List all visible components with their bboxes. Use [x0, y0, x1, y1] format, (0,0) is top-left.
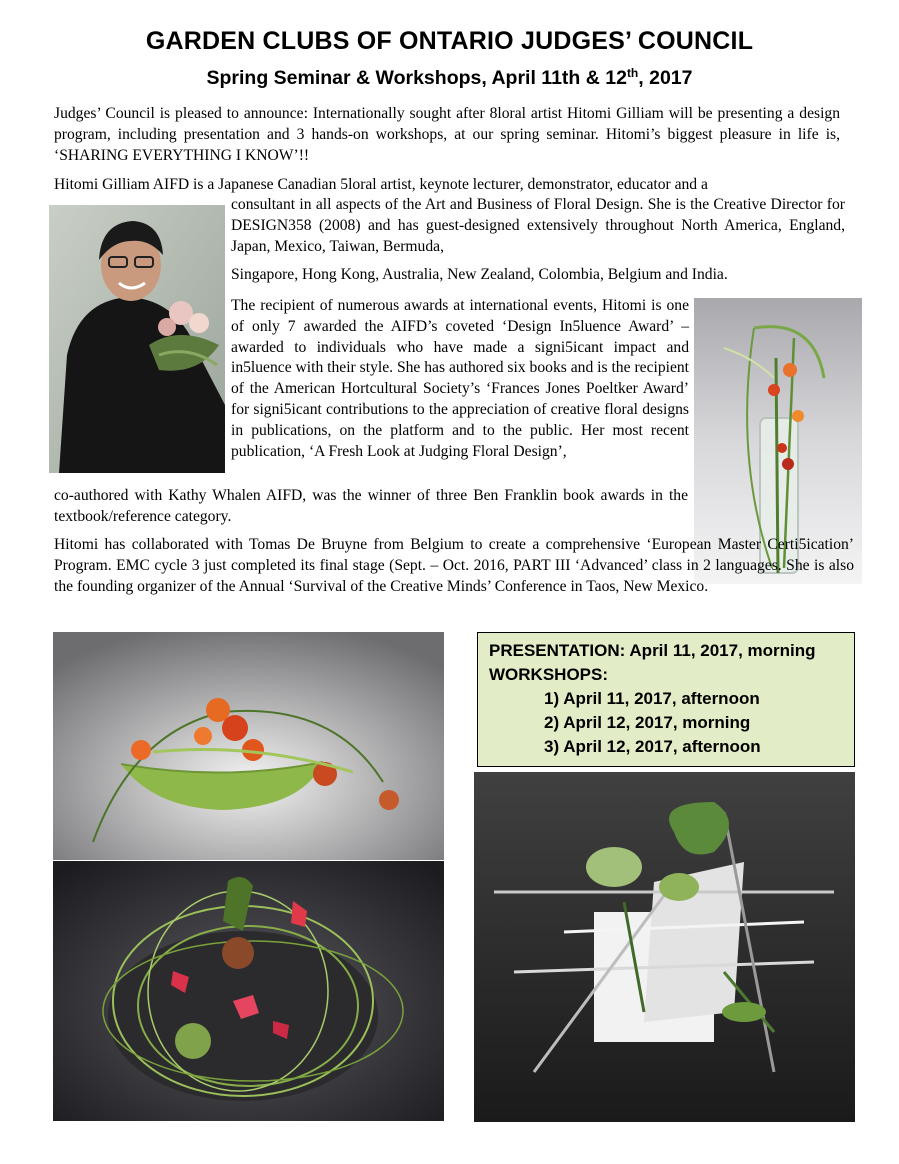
workshop-item: 2) April 12, 2017, morning	[544, 713, 751, 732]
subtitle-text: Spring Seminar & Workshops, April 11th & 12	[206, 67, 627, 89]
bio-awards-continuation: co-authored with Kathy Whalen AIFD, was the winner of three Ben Franklin book awards in the textbook/reference category.	[54, 487, 688, 525]
workshop-item: 1) April 11, 2017, afternoon	[544, 689, 760, 708]
geometric-arrangement-photo	[474, 772, 855, 1122]
intro-paragraph: Judges’ Council is pleased to announce: Internationally sought after 8loral artist Hitomi Gilliam will be presenting a design program, including presentation and 3 hands-on workshops, at our spring seminar. Hitomi’s biggest pleasure in life is, ‘SHARING EVERYTHING I KNOW’!!	[54, 105, 840, 164]
workshop-item: 3) April 12, 2017, afternoon	[544, 737, 761, 756]
bio-countries-line: Singapore, Hong Kong, Australia, New Zealand, Colombia, Belgium and India.	[231, 266, 728, 283]
portrait-photo	[49, 205, 225, 473]
bio-collaboration-paragraph: Hitomi has collaborated with Tomas De Bruyne from Belgium to create a comprehensive ‘European Master Certi5ication’ Program. EMC cycle 3 just completed its final stage (Sept. – Oct. 2016, PART III ‘Advanced’ class in 2 languages. She is also the founding organizer of the Annual ‘Survival of the Creative Minds’ Conference in Taos, New Mexico.	[54, 536, 854, 595]
subtitle-year: , 2017	[638, 67, 693, 89]
subtitle-superscript: th	[626, 66, 639, 80]
page-title: GARDEN CLUBS OF ONTARIO JUDGES’ COUNCIL	[145, 27, 754, 55]
bio-beside-photo: consultant in all aspects of the Art and Business of Floral Design. She is the Creative Director for DESIGN358 (2008) and has guest-designed extensively throughout North America, England, Japan, Mexico, Taiwan, Bermuda,	[231, 196, 845, 255]
bio-lead-line: Hitomi Gilliam AIFD is a Japanese Canadian 5loral artist, keynote lecturer, demonstrator, educator and a	[54, 176, 708, 193]
round-arrangement-photo	[53, 861, 444, 1121]
bio-awards-paragraph: The recipient of numerous awards at international events, Hitomi is one of only 7 awarded the AIFD’s coveted ‘Design In5luence Award’ – awarded to individuals who have made a signi5icant impact and in5luence with their style. She has authored six books and is the recipient of the American Hortcultural Society’s ‘Frances Jones Poeltker Award’ for signi5icant contributions to the appreciation of creative floral designs in publications, on the platform and to the public. Her most recent publication, ‘A Fresh Look at Judging Floral Design’,	[231, 297, 689, 460]
workshops-label: WORKSHOPS:	[489, 665, 608, 684]
page-subtitle	[0, 66, 899, 90]
bowl-arrangement-photo	[53, 632, 444, 860]
presentation-date: PRESENTATION: April 11, 2017, morning	[489, 641, 816, 660]
schedule-box	[477, 632, 855, 767]
